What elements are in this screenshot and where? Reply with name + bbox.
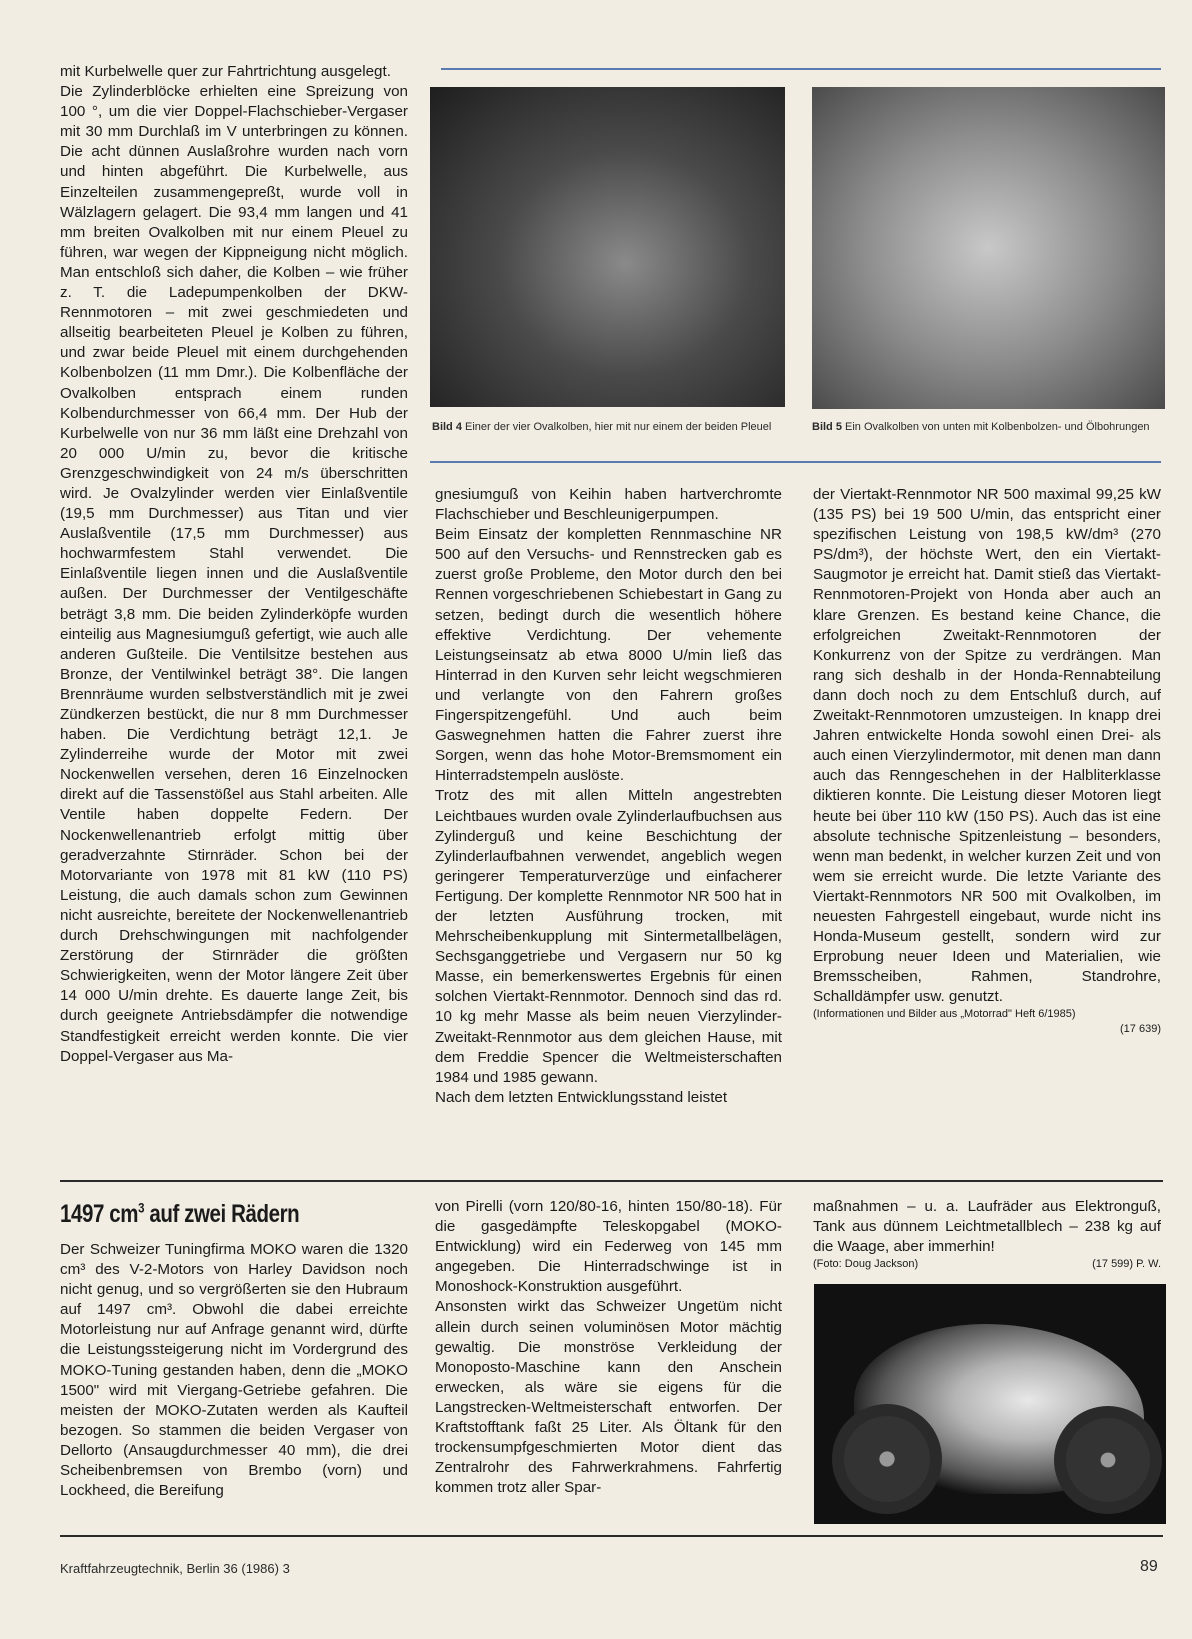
section-divider [60, 1180, 1163, 1182]
article-heading: 1497 $cm^3$ auf zwei Rädern [60, 1199, 300, 1228]
figure-caption-5 [812, 420, 1167, 434]
figure-label: Bild 4 [432, 421, 462, 433]
front-wheel-shape [832, 1404, 942, 1514]
paragraph: der Viertakt-Rennmotor NR 500 maximal 99,25 kW (135 PS) bei 19 500 U/min, das entspricht einer spezifischen Leistung von 198,5 kW/dm³ (270 PS/dm³), der höchste Wert, den ein Viertakt-Saugmotor je erreicht hat. Damit stieß das Viertakt-Rennmotoren-Projekt von Honda aber auch an klare Grenzen. Es bestand keine Chance, die erfolgreichen Zweitakt-Rennmotoren der Konkurrenz von der Spitze zu verdrängen. Man rang sich deshalb in der Honda-Rennabteilung dann doch noch zu dem Entschluß durch, auf Zweitakt-Rennmotoren umzusteigen. In knapp drei Jahren entwickelte Honda sowohl einen Drei- als auch einen Vierzylindermotor, mit denen man dann auch das Renngeschehen in der Halbliterklasse diktieren konnte. Die Leistung dieser Motoren liegt heute bei über 110 kW (150 PS). Auch das ist eine absolute technische Spitzenleistung – besonders, wenn man bedenkt, in welcher kurzen Zeit und von wem sie erreicht wurde. Die letzte Variante des Viertakt-Rennmotors NR 500 mit Ovalkolben, im neuesten Fahrgestell eingebaut, wurde nicht ins Honda-Museum gestellt, sondern wird zur Erprobung neuer Ideen und Materialien, wie Bremsscheiben, Rahmen, Standrohre, Schalldämpfer usw. genutzt. [813, 486, 1161, 1006]
figure-text: Einer der vier Ovalkolben, hier mit nur einem der beiden Pleuel [465, 421, 772, 433]
photo-credit: (Foto: Doug Jackson) [813, 1258, 919, 1271]
paragraph: Die Zylinderblöcke erhielten eine Spreizung von 100 °, um die vier Doppel-Flachschieber-Vergaser mit 30 mm Durchlaß im V unterbringen zu können. Die acht dünnen Auslaßrohre wurden nach vorn und hinten abgeführt. Die Kurbelwelle, aus Einzelteilen zusammengepreßt, wurde voll in Wälzlagern gelagert. Die 93,4 mm langen und 41 mm breiten Ovalkolben mit nur einem Pleuel zu führen, war wegen der Kippneigung nicht möglich. Man entschloß sich daher, die Kolben – wie früher z. T. die Ladepumpenkolben der DKW-Rennmotoren – mit zwei geschmiedeten und allseitig bearbeiteten Pleuel je Kolben zu führen, und zwar beide Pleuel mit einem durchgehenden Kolbenbolzen (11 mm Dmr.). Die Kolbenfläche der Ovalkolben entsprach einem runden Kolbendurchmesser von 66,4 mm. Der Hub der Kurbelwelle von nur 36 mm läßt eine Drehzahl von 20 000 U/min zu, bevor die kritische Grenzgeschwindigkeit von 24 m/s überschritten wird. Je Ovalzylinder werden vier Einlaßventile (19,5 mm Durchmesser) aus Titan und vier Auslaßventile (17,5 mm Durchmesser) aus hochwarmfestem Stahl verwendet. Die Einlaßventile liegen innen und die Auslaßventile außen. Der Durchmesser der Ventilgeschäfte beträgt 3,8 mm. Die beiden Zylinderköpfe wurden einteilig aus Magnesiumguß gefertigt, wie auch alle anderen Gußteile. Die Ventilsitze bestehen aus Bronze, der Ventilwinkel beträgt 38°. Die langen Brennräume wurden selbstverständlich mit je zwei Zündkerzen bestückt, die nur 8 mm Durchmesser haben. Die Verdichtung beträgt 12,1. Je Zylinderreihe wurde der Motor mit zwei Nockenwellen versehen, deren 16 Einzelnocken direkt auf die Tassenstößel aus Stahl arbeiten. Alle Ventile haben doppelte Federn. Der Nockenwellenantrieb erfolgt mittig über geradverzahnte Stirnräder. Schon bei der Motorvariante von 1978 mit 81 kW (110 PS) Leistung, die auch damals schon zum Gewinnen nicht ausreichte, bereitete der Nockenwellenantrieb durch Drehschwingungen mit nachfolgender Zerstörung der Stirnräder die größten Schwierigkeiten, wenn der Motor längere Zeit über 14 000 U/min drehte. Es dauerte lange Zeit, bis durch geeignete Antriebsdämpfer die notwendige Standfestigkeit erreicht werden konnte. Die vier Doppel-Vergaser aus Ma- [60, 83, 408, 1065]
figure-rule-top [441, 68, 1161, 70]
source-note: (Informationen und Bilder aus „Motorrad" Heft 6/1985) [813, 1008, 1076, 1021]
journal-citation: Kraftfahrzeugtechnik, Berlin 36 (1986) 3 [60, 1561, 290, 1576]
paragraph: mit Kurbelwelle quer zur Fahrtrichtung ausgelegt. [60, 63, 391, 80]
article-column-left [60, 62, 408, 1067]
figure-label: Bild 5 [812, 421, 842, 433]
paragraph: Trotz des mit allen Mitteln angestrebten Leichtbaues wurden ovale Zylinderlaufbuchsen aus Zylinderguß und keine Beschichtung der Zylinderlaufbahnen verwendet, angeblich wegen geringerer Temperaturverzüge und einfacherer Fertigung. Der komplette Rennmotor NR 500 hat in der letzten Ausführung trocken, mit Mehrscheibenkupplung mit Sintermetallbelägen, Sechsganggetriebe und Vergasern nur 50 kg Masse, ein bemerkenswertes Ergebnis für einen solchen Viertakt-Rennmotor. Dennoch sind das rd. 10 kg mehr Masse als beim neuen Vierzylinder-Zweitakt-Rennmotor aus dem gleichen Hause, mit dem Freddie Spencer die Weltmeisterschaften 1984 und 1985 gewann. [435, 787, 782, 1086]
paragraph: Beim Einsatz der kompletten Rennmaschine NR 500 auf den Versuchs- und Rennstrecken gab es zuerst große Probleme, den Motor durch den bei Rennen vorgeschriebenen Schiebestart in Gang zu setzen, bedingt durch die wesentlich höhere effektive Verdichtung. Der vehemente Leistungseinsatz ab etwa 8000 U/min ließ das Hinterrad in den Kurven sehr leicht wegschmieren und verlangte von den Fahrern großes Fingerspitzengefühl. Und auch beim Gaswegnehmen hatten die Fahrer zuerst ihre Sorgen, wenn das hohe Motor-Bremsmoment ein Hinterradstempeln auslöste. [435, 526, 782, 785]
paragraph: gnesiumguß von Keihin haben hartverchromte Flachschieber und Beschleunigerpumpen. [435, 486, 782, 524]
figure-text: Ein Ovalkolben von unten mit Kolbenbolzen- und Ölbohrungen [845, 421, 1150, 433]
paragraph: von Pirelli (vorn 120/80-16, hinten 150/80-18). Für die gasgedämpfte Teleskopgabel (MOKO-Entwicklung) wird ein Federweg von 145 mm angegeben. Die Hinterradschwinge ist in Monoshock-Konstruktion ausgeführt. [435, 1198, 782, 1296]
photo-moko-motorcycle [814, 1284, 1166, 1524]
paragraph: Der Schweizer Tuningfirma MOKO waren die 1320 cm³ des V-2-Motors von Harley Davidson noch nicht genug, und so vergrößerten sie den Hubraum auf 1497 cm³. Obwohl die dabei erreichte Motorleistung nur auf Anfrage genannt wird, dürfte die Leistungssteigerung nicht im Vordergrund des MOKO-Tuning gestanden haben, denn die „MOKO 1500" wird mit Viergang-Getriebe gefahren. Die meisten der MOKO-Zutaten werden als Kaufteil bezogen. So stammen die beiden Vergaser von Dellorto (Ansaugdurchmesser 40 mm), die drei Scheibenbremsen von Brembo (vorn) und Lockheed, die Bereifung [60, 1241, 408, 1500]
paragraph: maßnahmen – u. a. Laufräder aus Elektronguß, Tank aus dünnem Leichtmetallblech – 238 kg auf die Waage, aber immerhin! [813, 1198, 1161, 1256]
paragraph: Ansonsten wirkt das Schweizer Ungetüm nicht allein durch seinen voluminösen Motor mächtig gewaltig. Die monströse Verkleidung der Monoposto-Maschine kann den Anschein erwecken, als wäre sie eigens für die Langstrecken-Weltmeisterschaft entworfen. Der Kraftstofftank faßt 25 Liter. Als Öltank für den trockensumpfgeschmierten Motor dient das Zentralrohr des Fahrwerkrahmens. Fahrfertig kommen trotz aller Spar- [435, 1298, 782, 1497]
reference-number: (17 639) [1120, 1023, 1161, 1036]
paragraph: Nach dem letzten Entwicklungsstand leistet [435, 1088, 728, 1106]
photo-oval-piston-with-conrod [430, 87, 785, 407]
footer-rule [60, 1535, 1163, 1537]
page-number: 89 [1140, 1558, 1158, 1575]
photo-oval-piston-underside [812, 87, 1165, 409]
article-column-left [60, 1240, 408, 1501]
credit-row [813, 1257, 1161, 1272]
reference-number: (17 599) P. W. [1092, 1258, 1161, 1271]
rear-wheel-shape [1054, 1406, 1162, 1514]
figure-caption-4 [432, 420, 787, 434]
article-column-right [813, 485, 1161, 1037]
article-column-right [813, 1197, 1161, 1272]
figure-rule-bottom [430, 461, 1161, 463]
article-column-middle [435, 485, 782, 1108]
article-column-middle [435, 1197, 782, 1498]
